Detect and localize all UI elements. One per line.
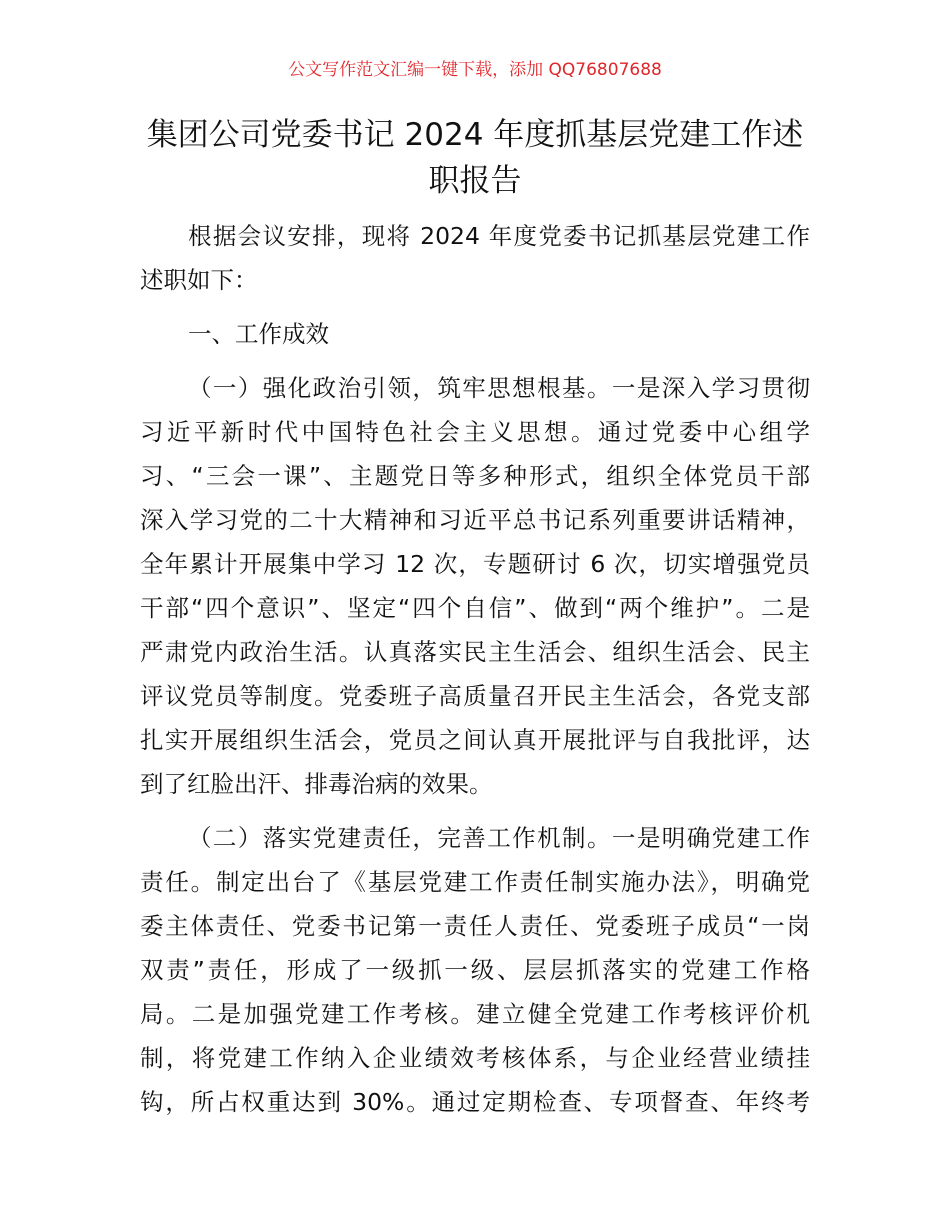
text-line: 习近平新时代中国特色社会主义思想。通过党委中心组学 xyxy=(140,418,810,446)
text-line: 一、工作成效 xyxy=(188,320,329,348)
text-line: 责任。制定出台了《基层党建工作责任制实施办法》，明确党 xyxy=(140,868,810,896)
text-line: 扎实开展组织生活会，党员之间认真开展批评与自我批评，达 xyxy=(140,726,810,754)
paragraph xyxy=(140,214,810,302)
text-line: 严肃党内政治生活。认真落实民主生活会、组织生活会、民主 xyxy=(140,638,810,666)
text-line: 评议党员等制度。党委班子高质量召开民主生活会，各党支部 xyxy=(140,682,810,710)
text-line: 委主体责任、党委书记第一责任人责任、党委班子成员“一岗 xyxy=(140,912,810,940)
text-line: 制，将党建工作纳入企业绩效考核体系，与企业经营业绩挂 xyxy=(140,1044,810,1072)
text-line: 局。二是加强党建工作考核。建立健全党建工作考核评价机 xyxy=(140,1000,810,1028)
title-line: 集团公司党委书记 2024 年度抓基层党建工作述 xyxy=(146,117,804,153)
text-line: 习、“三会一课”、主题党日等多种形式，组织全体党员干部 xyxy=(140,462,810,490)
text-line: （一）强化政治引领，筑牢思想根基。一是深入学习贯彻 xyxy=(188,374,810,402)
document-body xyxy=(140,214,810,1134)
text-line: 全年累计开展集中学习 12 次，专题研讨 6 次，切实增强党员 xyxy=(140,550,810,578)
text-line: （二）落实党建责任，完善工作机制。一是明确党建工作 xyxy=(188,824,810,852)
download-notice: 公文写作范文汇编一键下载，添加 QQ76807688 xyxy=(288,60,662,80)
text-line: 深入学习党的二十大精神和习近平总书记系列重要讲话精神， xyxy=(140,506,810,534)
text-line: 述职如下： xyxy=(140,266,258,294)
title-line: 职报告 xyxy=(428,163,522,199)
text-line: 钩，所占权重达到 30%。通过定期检查、专项督查、年终考 xyxy=(140,1088,810,1116)
paragraph xyxy=(140,366,810,806)
text-line: 根据会议安排，现将 2024 年度党委书记抓基层党建工作 xyxy=(188,222,810,250)
document-title xyxy=(140,112,810,204)
paragraph xyxy=(140,816,810,1124)
text-line: 到了红脸出汗、排毒治病的效果。 xyxy=(140,770,493,798)
text-line: 双责”责任，形成了一级抓一级、层层抓落实的党建工作格 xyxy=(140,956,810,984)
paragraph xyxy=(140,312,810,356)
text-line: 干部“四个意识”、坚定“四个自信”、做到“两个维护”。二是 xyxy=(140,594,810,622)
